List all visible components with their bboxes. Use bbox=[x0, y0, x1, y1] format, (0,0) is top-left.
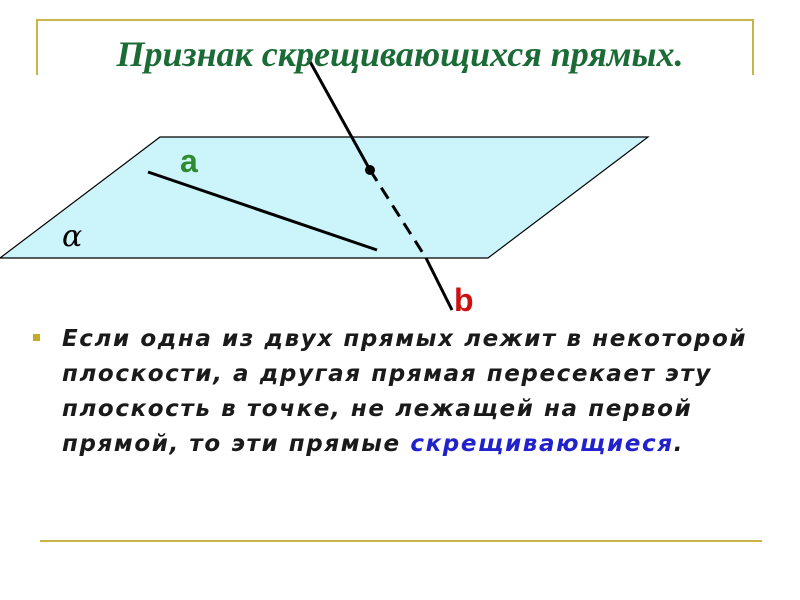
theorem-statement bbox=[62, 322, 782, 462]
statement-end: . bbox=[673, 431, 684, 457]
line-a-label: a bbox=[180, 143, 198, 179]
statement-text: Если одна из двух прямых лежит в некоторой плоскости, а другая прямая пересекает эту плоскость в точке, не лежащей на первой прямой, то эти прямые bbox=[62, 326, 748, 457]
frame-bottom-line bbox=[40, 540, 762, 542]
slide-title: Признак скрещивающихся прямых. bbox=[116, 34, 684, 74]
bullet-icon bbox=[33, 334, 40, 341]
statement-highlight: скрещивающиеся bbox=[410, 431, 674, 457]
plane-alpha-label: α bbox=[62, 219, 83, 254]
intersection-point bbox=[365, 165, 375, 175]
line-b-lower bbox=[426, 258, 452, 310]
plane-alpha bbox=[0, 137, 648, 258]
line-b-label: b bbox=[454, 282, 474, 318]
